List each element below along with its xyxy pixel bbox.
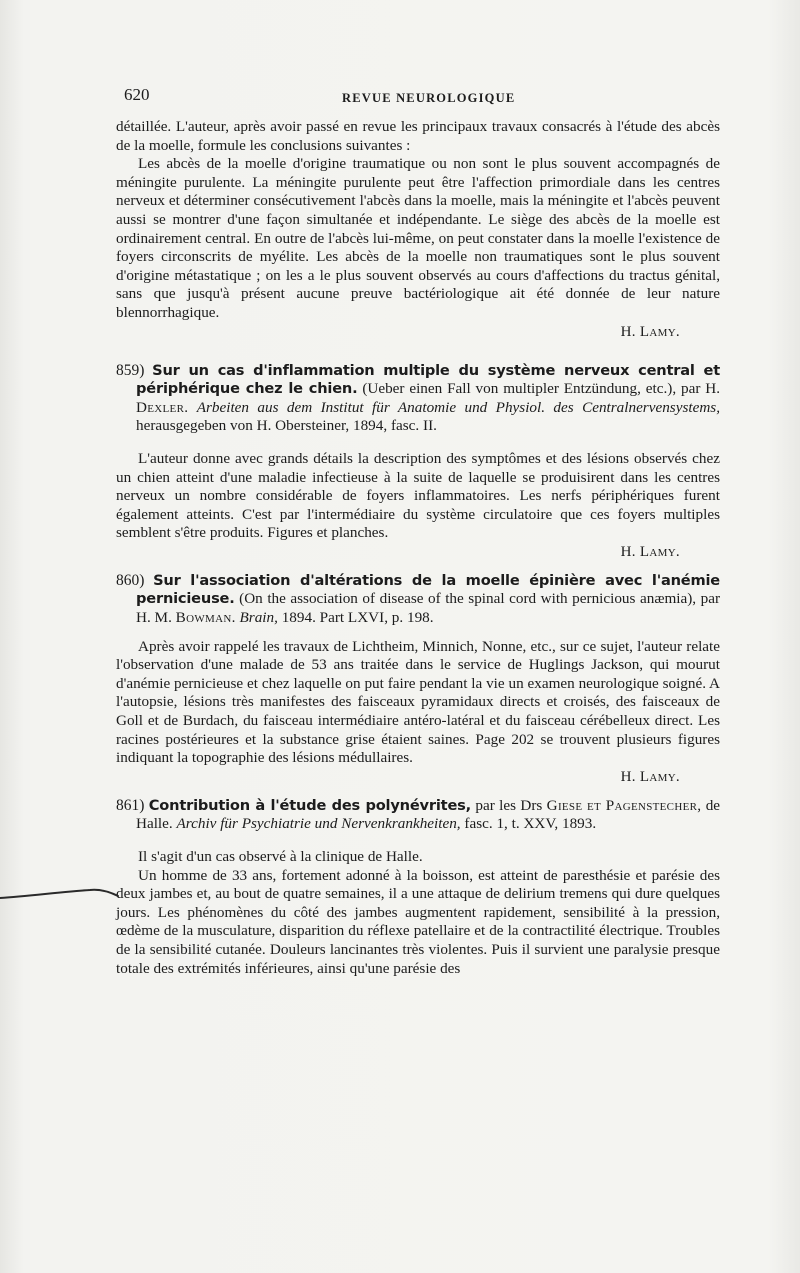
entry-reference: (Ueber einen Fall von multipler Entzündung, etc.), par H.	[362, 380, 721, 398]
entry-reference-tail: herausgegeben von H. Obersteiner, 1894, fasc. II.	[136, 417, 437, 435]
author-signature	[116, 543, 720, 562]
entry-reference-mid: de Halle.	[136, 796, 721, 833]
entry-title: Sur l'association d'altérations de la moelle épinière avec l'anémie pernicieuse.	[136, 571, 721, 608]
abstract-entry-860	[116, 572, 720, 628]
abstract-entry-859	[116, 362, 720, 436]
conclusions-paragraph: Les abcès de la moelle d'origine traumatique ou non sont le plus souvent accompagnés de méningite purulente. La méningite purulente peut être l'affection primordiale dans les centres nerveux et déterminer consécutivement l'abcès dans la moelle, mais la méningite et l'abcès peuvent aussi se montrer d'une façon simultanée et indépendante. Le siège des abcès de la moelle est ordinairement central. En outre de l'abcès lui-même, on peut constater dans la moelle l'existence de foyers circonscrits de myélite. Les abcès de la moelle non traumatiques sont le plus souvent d'origine métastatique ; on les a le plus souvent observés au cours d'affections du tractus génital, sans que jusqu'à présent aucune preuve bactériologique ait été donnée de leur nature blennorrhagique.	[116, 155, 720, 321]
running-title: REVUE NEUROLOGIQUE	[342, 91, 516, 105]
signature-text: H. Lamy.	[620, 768, 680, 785]
entry-number: 859)	[116, 361, 145, 379]
signature-text: H. Lamy.	[620, 323, 680, 340]
entry-heading	[116, 797, 720, 834]
entry-reference: par les Drs	[475, 796, 543, 814]
page-number: 620	[124, 85, 150, 104]
continuation-paragraph: détaillée. L'auteur, après avoir passé en revue les principaux travaux consacrés à l'étude des abcès de la moelle, formule les conclusions suivantes :	[116, 118, 720, 154]
entry-heading	[116, 362, 720, 436]
entry-body: Après avoir rappelé les travaux de Lichtheim, Minnich, Nonne, etc., sur ce sujet, l'auteur relate l'observation d'une malade de 53 ans traitée dans le service de Huglings Jackson, qui mourut d'anémie pernicieuse et chez laquelle on put faire pendant la vie un examen neurologique soigné. A l'autopsie, lésions très manifestes des faisceaux pyramidaux directs et croisés, des faisceaux de Goll et de Burdach, du faisceau intermédiaire antéro-latéral et du faisceau cérébelleux direct. Les racines postérieures et la substance grise étaient saines. Page 202 se trouvent plusieurs figures indiquant la topographie des lésions médullaires.	[116, 637, 720, 767]
entry-number: 861)	[116, 796, 145, 814]
entry-journal: Arbeiten aus dem Institut für Anatomie und Physiol. des Centralnervensystems,	[196, 398, 720, 416]
entry-author: Bowman.	[175, 609, 236, 627]
entry-number: 860)	[116, 571, 145, 589]
entry-reference: (On the association of disease of the spinal cord with pernicious anæmia), par H. M.	[136, 590, 721, 627]
page-header	[0, 83, 800, 113]
signature-text: H. Lamy.	[620, 543, 680, 560]
pencil-mark-icon	[0, 880, 120, 910]
entry-body: L'auteur donne avec grands détails la description des symptômes et des lésions observés chez un chien atteint d'une maladie infectieuse à la suite de laquelle se produisirent dans les centres nerveux un nombre considérable de foyers inflammatoires. Les nerfs périphériques furent également atteints. C'est par l'intermédiaire du système circulatoire que ces foyers multiples semblent s'être produits. Figures et planches.	[116, 449, 720, 542]
entry-author: Dexler.	[136, 398, 189, 416]
entry-author: Giese et Pagenstecher,	[546, 796, 702, 814]
entry-title: Contribution à l'étude des polynévrites,	[148, 796, 471, 814]
entry-heading	[116, 572, 720, 628]
author-signature	[116, 768, 720, 787]
entry-journal: Archiv für Psychiatrie und Nervenkrankheiten,	[176, 815, 461, 833]
entry-body: Un homme de 33 ans, fortement adonné à la boisson, est atteint de paresthésie et parésie des deux jambes et, au bout de quatre semaines, il a une attaque de delirium tremens qui dure quelques jours. Les phénomènes du côté des jambes augmentent rapidement, sensibilité à la pression, œdème de la musculature, disparition du réflexe patellaire et de la contractilité électrique. Troubles de la sensibilité cutanée. Douleurs lancinantes très violentes. Puis il survient une paralysie presque totale des extrémités inférieures, ainsi qu'une parésie des	[116, 866, 720, 977]
entry-reference-tail: fasc. 1, t. XXV, 1893.	[464, 815, 597, 833]
entry-title: Sur un cas d'inflammation multiple du système nerveux central et périphérique chez le chien.	[136, 361, 721, 398]
entry-body-intro: Il s'agit d'un cas observé à la clinique de Halle.	[138, 848, 423, 865]
entry-reference-tail: 1894. Part LXVI, p. 198.	[281, 609, 434, 627]
entry-journal: Brain,	[239, 609, 278, 627]
author-signature	[116, 323, 720, 342]
page-body	[116, 118, 720, 978]
abstract-entry-861	[116, 797, 720, 834]
